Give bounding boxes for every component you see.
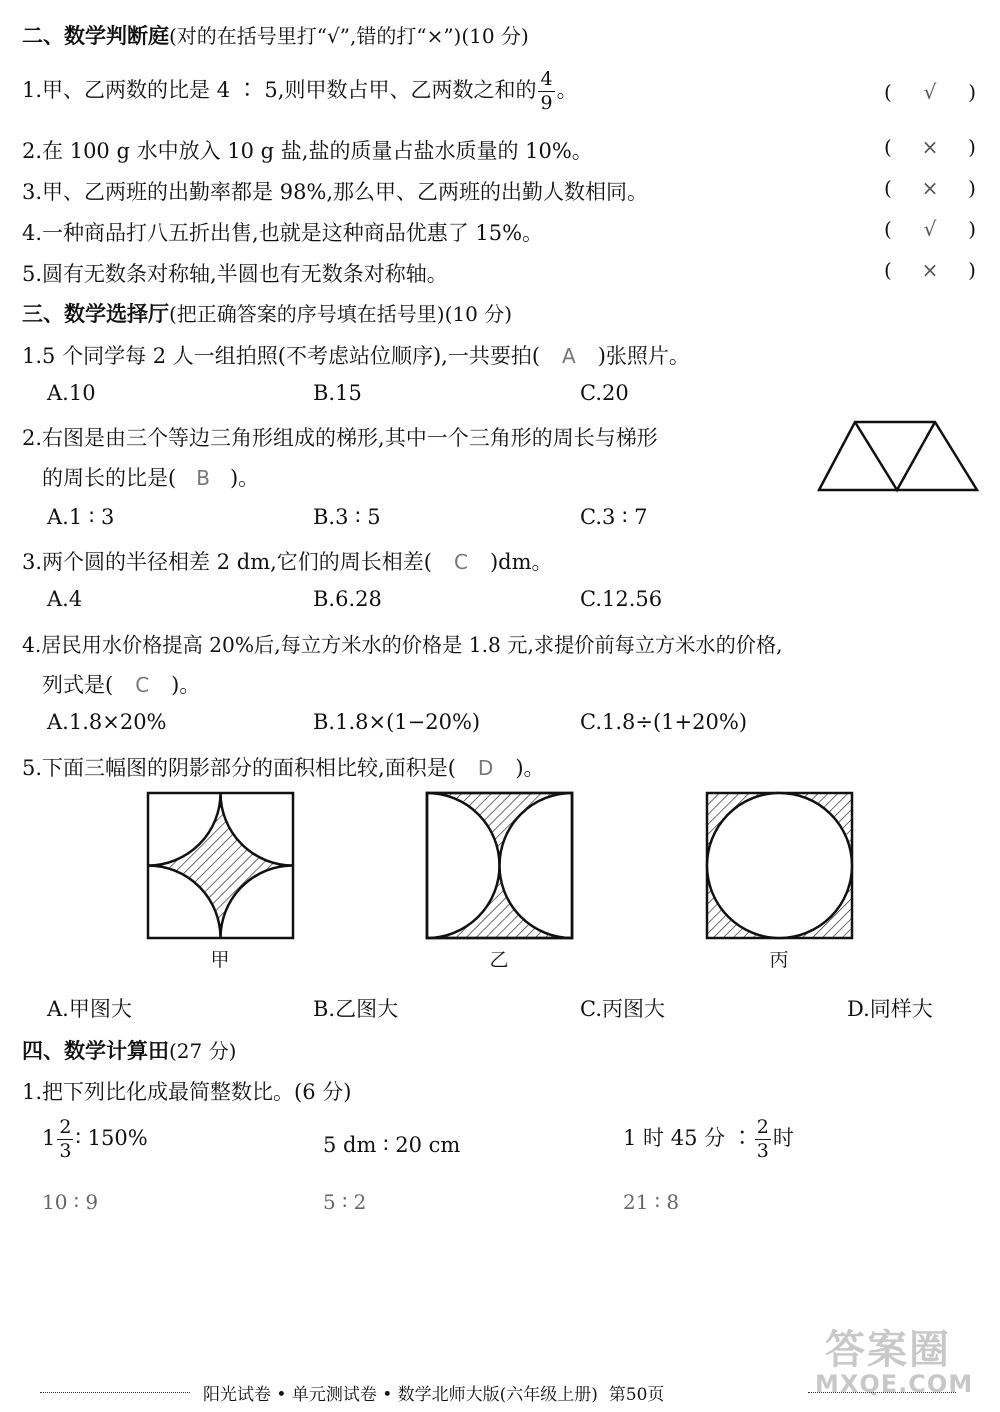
judge-item-1-text: 1.甲、乙两数的比是 4 ∶ 5,则甲数占甲、乙两数之和的 <box>22 78 537 102</box>
figure-label-bing: 丙 <box>769 949 789 971</box>
shaded-area-figures <box>140 788 870 948</box>
figure-jia <box>148 793 293 938</box>
judge-item-5: 5.圆有无数条对称轴,半圆也有无数条对称轴。 <box>22 262 448 286</box>
footer-text: 阳光试卷 • 单元测试卷 • 数学北师大版(六年级上册) <box>203 1385 598 1405</box>
choice-q3: 3.两个圆的半径相差 2 dm,它们的周长相差( C )dm。 <box>22 550 553 574</box>
cross-mark: × <box>921 258 939 282</box>
choice-q2-line2: 的周长的比是( B )。 <box>42 466 260 490</box>
fraction-2-3: $\frac{2}{3}$ <box>59 1116 72 1162</box>
section4-title: 四、数学计算田 <box>22 1039 169 1063</box>
fraction-4-9: $\frac{4}{9}$ <box>540 68 553 114</box>
footer-divider-right <box>808 1392 956 1393</box>
option[interactable]: A.甲图大 <box>47 997 132 1021</box>
check-mark: √ <box>923 217 937 241</box>
judge-item-2: 2.在 100 g 水中放入 10 g 盐,盐的质量占盐水质量的 10%。 <box>22 139 593 163</box>
footer-divider-left <box>40 1392 190 1393</box>
cross-mark: × <box>921 135 939 159</box>
watermark-url: MXQE.COM <box>815 1370 974 1398</box>
section4-note: (27 分) <box>169 1039 237 1063</box>
option[interactable]: C.1.8÷(1+20%) <box>580 710 748 734</box>
choice-q1: 1.5 个同学每 2 人一组拍照(不考虑站位顺序),一共要拍( A )张照片。 <box>22 344 690 368</box>
option[interactable]: A.4 <box>47 587 83 611</box>
option[interactable]: B.3 ∶ 5 <box>313 505 381 529</box>
cross-mark: × <box>921 176 939 200</box>
option[interactable]: B.6.28 <box>313 587 382 611</box>
triangle-divider <box>855 422 935 490</box>
option[interactable]: C.丙图大 <box>580 997 665 1021</box>
option[interactable]: A.1 ∶ 3 <box>47 505 115 529</box>
watermark-logo: 答案圈 <box>825 1327 951 1373</box>
section3-note: (把正确答案的序号填在括号里)(10 分) <box>169 302 513 326</box>
option[interactable]: B.乙图大 <box>313 997 399 1021</box>
judge-answer-1[interactable]: ( √ ) <box>884 80 976 104</box>
answer-slot[interactable]: C <box>453 550 468 574</box>
choice-q4-line2: 列式是( C )。 <box>42 673 201 697</box>
section3-title: 三、数学选择厅 <box>22 302 169 326</box>
judge-answer-5[interactable]: ( × ) <box>884 258 976 282</box>
option[interactable]: C.3 ∶ 7 <box>580 505 648 529</box>
answer-slot[interactable]: A <box>562 344 576 368</box>
ratio-problem-2: 5 dm ∶ 20 cm <box>323 1133 461 1157</box>
figure-yi <box>427 793 572 938</box>
section3-heading <box>22 298 512 328</box>
judge-item-1: 1.甲、乙两数的比是 4 ∶ 5,则甲数占甲、乙两数之和的 $\frac{4}{9}$ 。 <box>22 68 578 114</box>
option[interactable]: B.15 <box>313 381 362 405</box>
ratio-answer-3[interactable]: 21 ∶ 8 <box>623 1190 680 1214</box>
judge-item-3: 3.甲、乙两班的出勤率都是 98%,那么甲、乙两班的出勤人数相同。 <box>22 180 649 204</box>
check-mark: √ <box>923 80 937 104</box>
section2-heading <box>22 20 529 50</box>
section2-title: 二、数学判断庭 <box>22 24 169 48</box>
page-number: 第50页 <box>608 1385 665 1405</box>
option[interactable]: A.1.8×20% <box>47 710 167 734</box>
choice-q4-line1: 4.居民用水价格提高 20%后,每立方米水的价格是 1.8 元,求提价前每立方米水的价格, <box>22 633 783 657</box>
footer <box>203 1380 664 1405</box>
judge-item-4: 4.一种商品打八五折出售,也就是这种商品优惠了 15%。 <box>22 221 544 245</box>
judge-answer-4[interactable]: ( √ ) <box>884 217 976 241</box>
judge-answer-3[interactable]: ( × ) <box>884 176 976 200</box>
choice-q2-line1: 2.右图是由三个等边三角形组成的梯形,其中一个三角形的周长与梯形 <box>22 426 658 450</box>
calc-q1: 1.把下列比化成最简整数比。(6 分) <box>22 1080 352 1104</box>
option[interactable]: C.12.56 <box>580 587 663 611</box>
figure-label-jia: 甲 <box>210 949 230 971</box>
trapezoid-figure <box>815 418 981 494</box>
choice-q5: 5.下面三幅图的阴影部分的面积相比较,面积是( D )。 <box>22 756 545 780</box>
ratio-problem-3: 1 时 45 分 ∶ $\frac{2}{3}$ 时 <box>623 1116 794 1162</box>
figure-bing <box>707 793 852 938</box>
answer-slot[interactable]: D <box>477 756 494 780</box>
judge-answer-2[interactable]: ( × ) <box>884 135 976 159</box>
ratio-problem-1: 1 $\frac{2}{3}$ ∶ 150% <box>42 1116 148 1162</box>
option[interactable]: D.同样大 <box>847 997 933 1021</box>
option[interactable]: B.1.8×(1−20%) <box>313 710 481 734</box>
answer-slot[interactable]: B <box>196 466 210 490</box>
figure-label-yi: 乙 <box>489 949 509 971</box>
section2-note: (对的在括号里打“√”,错的打“×”)(10 分) <box>169 24 529 48</box>
answer-slot[interactable]: C <box>135 673 150 697</box>
fraction-2-3: $\frac{2}{3}$ <box>756 1116 769 1162</box>
ratio-answer-1[interactable]: 10 ∶ 9 <box>42 1190 99 1214</box>
option[interactable]: A.10 <box>47 381 96 405</box>
option[interactable]: C.20 <box>580 381 629 405</box>
ratio-answer-2[interactable]: 5 ∶ 2 <box>323 1190 367 1214</box>
trapezoid-outline <box>819 422 977 490</box>
section4-heading <box>22 1035 236 1065</box>
